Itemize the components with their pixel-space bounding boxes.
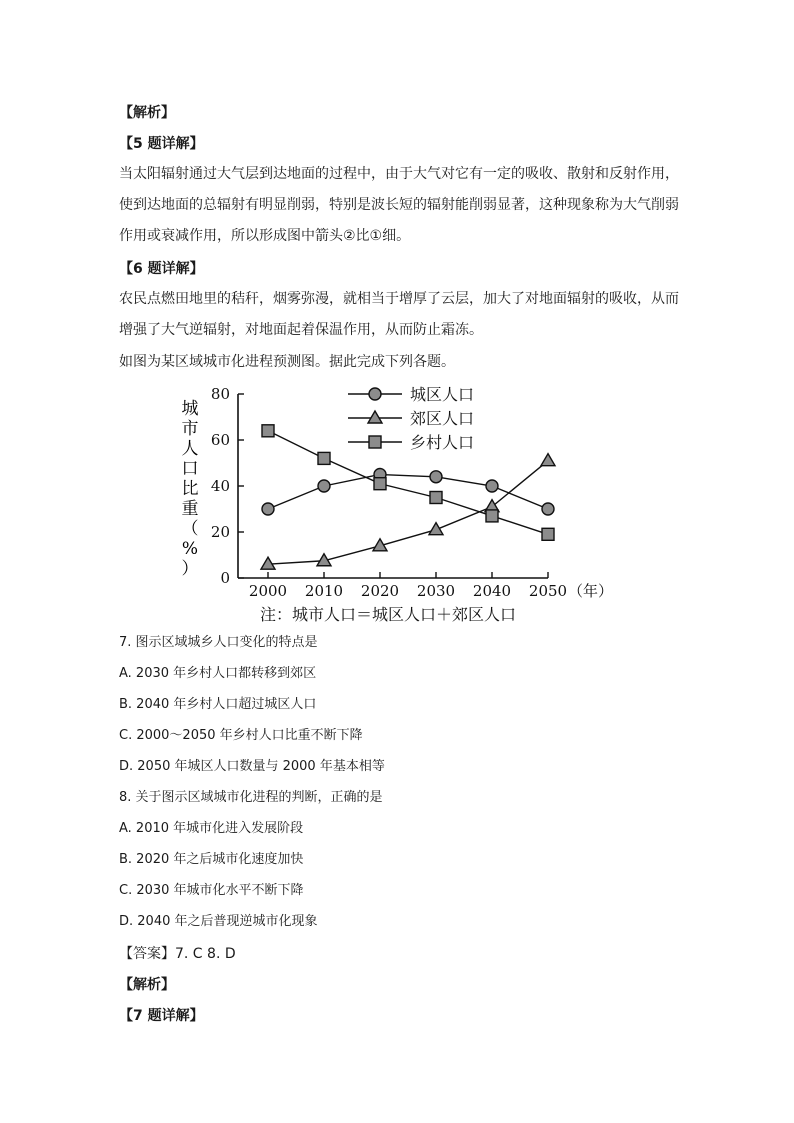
y-label-char: （	[181, 519, 199, 539]
y-label-char: 市	[181, 419, 199, 439]
legend-item-triangle	[348, 409, 474, 428]
series-line-square	[268, 431, 548, 535]
legend-label: 郊区人口	[410, 409, 475, 428]
x-tick-label: 2030	[416, 582, 456, 600]
y-label-char: 城	[181, 399, 199, 419]
series-triangle	[261, 454, 555, 570]
y-label-char: 重	[181, 499, 199, 519]
legend-marker	[368, 411, 382, 423]
legend-marker	[369, 436, 381, 448]
y-label-char: 比	[181, 479, 199, 499]
legend-label: 城区人口	[410, 385, 475, 404]
q8-option-b: B. 2020 年之后城市化速度加快	[119, 852, 304, 867]
analysis-heading-1: 【解析】	[119, 105, 175, 121]
y-label-char: 口	[181, 459, 199, 479]
x-tick-label: 2000	[248, 582, 288, 600]
q7-option-d: D. 2050 年城区人口数量与 2000 年基本相等	[119, 759, 385, 774]
y-tick-label: 40	[210, 477, 230, 495]
q8-option-c: C. 2030 年城市化水平不断下降	[119, 883, 304, 898]
q8-option-d: D. 2040 年之后普现逆城市化现象	[119, 914, 318, 929]
q8-option-a: A. 2010 年城市化进入发展阶段	[119, 821, 304, 836]
y-label-char: %	[181, 539, 199, 559]
q7-option-b: B. 2040 年乡村人口超过城区人口	[119, 697, 317, 712]
x-ticks	[249, 572, 613, 600]
data-point-triangle	[541, 454, 555, 466]
x-tick-label: 2050	[528, 582, 568, 600]
legend-marker	[369, 388, 381, 400]
y-tick-label: 60	[210, 431, 230, 449]
y-tick-label: 80	[210, 385, 230, 403]
y-axis-label	[182, 399, 199, 579]
data-point-square	[262, 425, 274, 437]
legend-item-circle	[348, 385, 474, 404]
chart-series	[261, 425, 555, 569]
q5-explanation: 当太阳辐射通过大气层到达地面的过程中，由于大气对它有一定的吸收、散射和反射作用，使到达地面的总辐射有明显削弱，特别是波长短的辐射能削弱显著，这种现象称为大气削弱作用或衰减作用，所以形成图中箭头②比①细。	[119, 166, 679, 244]
analysis-heading-2: 【解析】	[119, 977, 175, 993]
x-tick-label: 2020	[360, 582, 400, 600]
x-tick-label: 2040	[472, 582, 512, 600]
data-point-square	[318, 452, 330, 464]
q7-detail-heading: 【7 题详解】	[119, 1008, 204, 1024]
answer-line: 【答案】7. C 8. D	[119, 946, 236, 962]
urbanization-line-chart	[170, 380, 630, 630]
data-point-circle	[542, 503, 554, 515]
y-tick-label: 20	[210, 523, 230, 541]
chart-legend	[348, 385, 474, 452]
chart-axes	[238, 394, 548, 578]
series-square	[262, 425, 554, 541]
q7-option-c: C. 2000～2050 年乡村人口比重不断下降	[119, 728, 363, 743]
legend-label: 乡村人口	[410, 433, 475, 452]
question-8: 8. 关于图示区域城市化进程的判断，正确的是	[119, 790, 383, 805]
x-tick-label: 2010	[304, 582, 344, 600]
x-axis-unit: （年）	[568, 582, 614, 600]
data-point-triangle	[429, 523, 443, 535]
series-line-circle	[268, 475, 548, 510]
q5-detail-heading: 【5 题详解】	[119, 136, 204, 152]
legend-item-square	[348, 433, 474, 452]
data-point-circle	[486, 480, 498, 492]
data-point-circle	[262, 503, 274, 515]
y-ticks	[211, 385, 244, 587]
figure-intro: 如图为某区域城市化进程预测图。据此完成下列各题。	[119, 354, 455, 370]
data-point-circle	[430, 471, 442, 483]
y-label-char: ）	[181, 559, 199, 579]
data-point-circle	[318, 480, 330, 492]
data-point-square	[486, 510, 498, 522]
q7-option-a: A. 2030 年乡村人口都转移到郊区	[119, 666, 317, 681]
data-point-square	[374, 478, 386, 490]
y-tick-label: 0	[220, 569, 230, 587]
y-label-char: 人	[181, 439, 199, 459]
chart-note: 注：城市人口＝城区人口＋郊区人口	[260, 605, 517, 624]
q6-explanation: 农民点燃田地里的秸秆，烟雾弥漫，就相当于增厚了云层，加大了对地面辐射的吸收，从而增强了大气逆辐射，对地面起着保温作用，从而防止霜冻。	[119, 291, 679, 338]
data-point-square	[430, 492, 442, 504]
question-7: 7. 图示区域城乡人口变化的特点是	[119, 635, 318, 650]
data-point-square	[542, 528, 554, 540]
q6-detail-heading: 【6 题详解】	[119, 261, 204, 277]
